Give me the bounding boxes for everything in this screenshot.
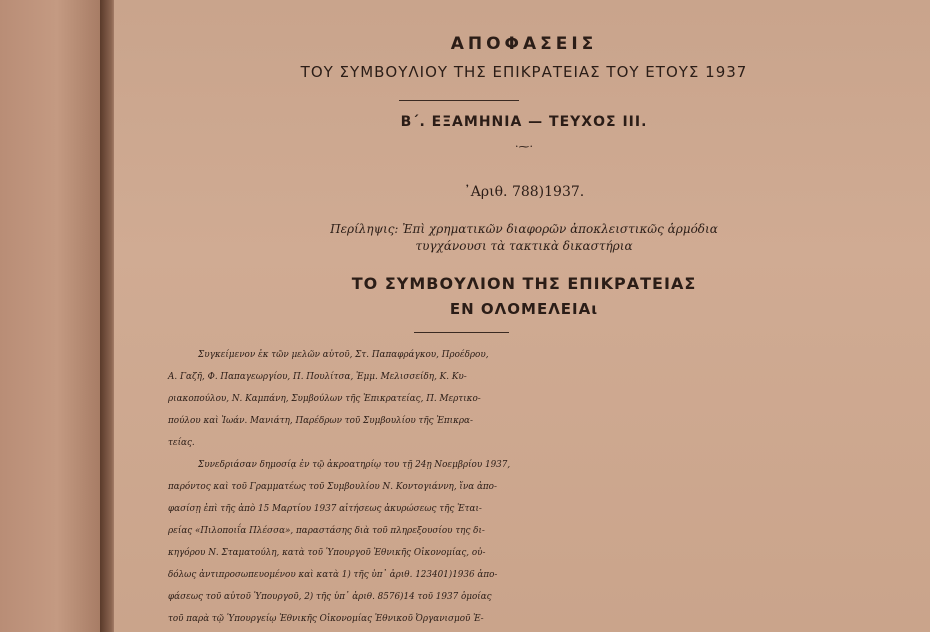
council-subtitle: ΕΝ ΟΛΟΜΕΛΕΙΑι [449, 300, 599, 318]
left-page [0, 0, 104, 632]
section-title: Β΄. ΕΞΑΜΗΝΙΑ — ΤΕΥΧΟΣ III. [400, 114, 648, 130]
body-line: παρόντος καὶ τοῦ Γραμματέως τοῦ Συμβουλίου Ν. Κοντογιάννη, ἵνα ἀπο- [168, 482, 497, 492]
divider [414, 332, 509, 333]
body-line: Συγκείμενον ἐκ τῶν μελῶν αὐτοῦ, Στ. Παπαφράγκου, Προέδρου, [198, 350, 489, 360]
body-line: ριακοπούλου, Ν. Καμπάνη, Συμβούλων τῆς Ἐπικρατείας, Π. Μερτικο- [168, 394, 481, 404]
body-line: δόλως ἀντιπροσωπευομένου καὶ κατὰ 1) τῆς ὑπ᾿ ἀριθ. 123401)1936 ἀπο- [168, 570, 498, 580]
right-page [114, 0, 930, 632]
summary-line-1: Περίληψις: Ἐπὶ χρηματικῶν διαφορῶν ἀποκλειστικῶς ἁρμόδια [330, 222, 718, 236]
body-line: Συνεδριάσαν δημοσίᾳ ἐν τῷ ἀκροατηρίῳ του τῇ 24ῃ Νοεμβρίου 1937, [198, 460, 511, 470]
divider [399, 100, 519, 101]
decision-number: ᾿Αριθ. 788)1937. [463, 184, 585, 200]
subtitle: ΤΟΥ ΣΥΜΒΟΥΛΙΟΥ ΤΗΣ ΕΠΙΚΡΑΤΕΙΑΣ ΤΟΥ ΕΤΟΥΣ 1937 [300, 63, 748, 81]
body-line: φασίσῃ ἐπὶ τῆς ἀπὸ 15 Μαρτίου 1937 αἰτήσεως ἀκυρώσεως τῆς Ἐται- [168, 504, 482, 514]
body-line: φάσεως τοῦ αὐτοῦ Ὑπουργοῦ, 2) τῆς ὑπ᾿ ἀριθ. 8576)14 τοῦ 1937 ὁμοίας [168, 592, 492, 602]
summary-line-2: τυγχάνουσι τὰ τακτικὰ δικαστήρια [415, 239, 633, 253]
body-line: Α. Γαζῆ, Φ. Παπαγεωργίου, Π. Πουλίτσα, Ἐμμ. Μελισσείδη, Κ. Κυ- [168, 372, 467, 382]
body-line: τοῦ παρὰ τῷ Ὑπουργείῳ Ἐθνικῆς Οἰκονομίας Ἐθνικοῦ Ὀργανισμοῦ Ἐ- [168, 614, 484, 624]
council-title: ΤΟ ΣΥΜΒΟΥΛΙΟΝ ΤΗΣ ΕΠΙΚΡΑΤΕΙΑΣ [351, 274, 697, 293]
body-line: τείας. [168, 438, 195, 448]
ornament: ·⁓· [515, 140, 533, 153]
body-line: πούλου καὶ Ἰωάν. Μανιάτη, Παρέδρων τοῦ Συμβουλίου τῆς Ἐπικρα- [168, 416, 473, 426]
body-line: ρείας «Πιλοποιΐα Πλέσσα», παραστάσης διὰ τοῦ πληρεξουσίου της δι- [168, 526, 485, 536]
body-line: κηγόρου Ν. Σταματούλη, κατὰ τοῦ Ὑπουργοῦ Ἐθνικῆς Οἰκονομίας, οὐ- [168, 548, 486, 558]
main-title: ΑΠΟΦΑΣΕΙΣ [450, 34, 598, 54]
